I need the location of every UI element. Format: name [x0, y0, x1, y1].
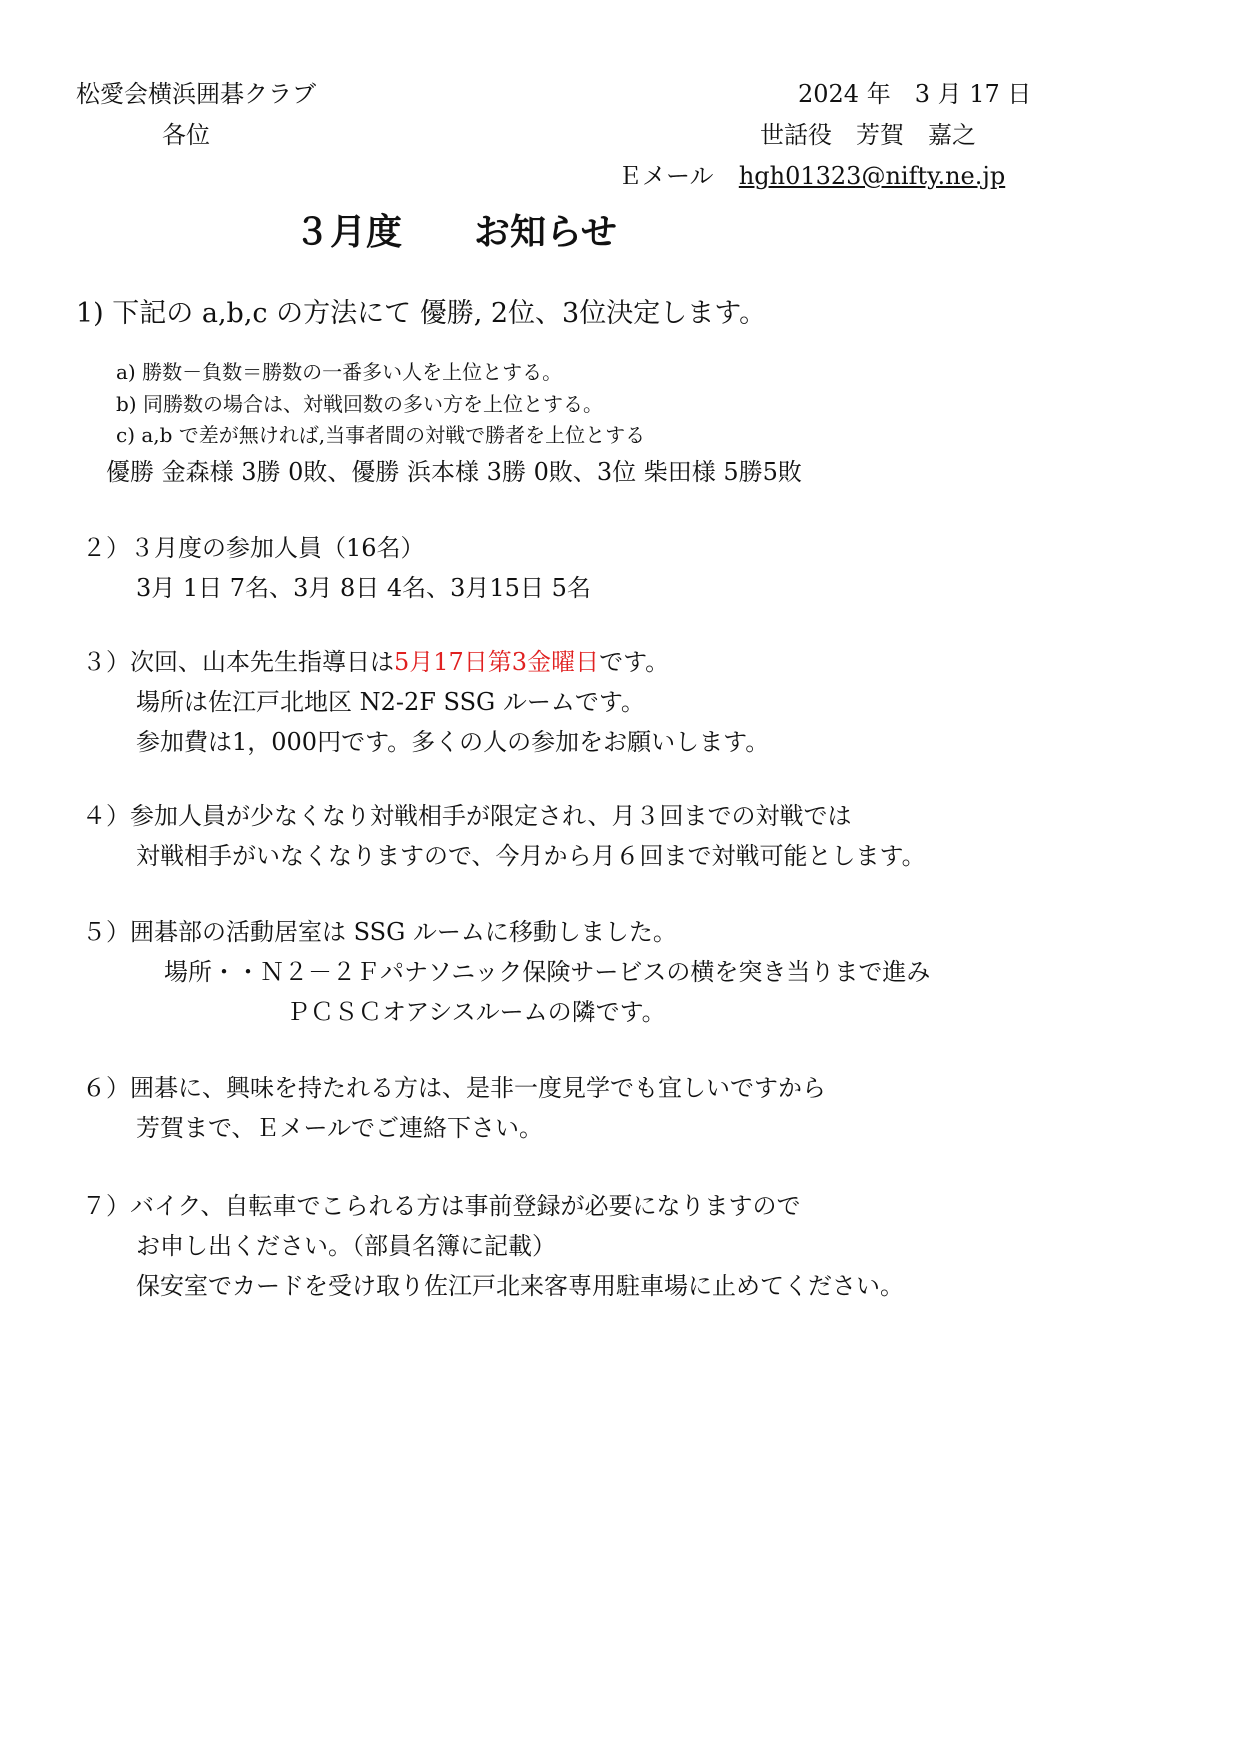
section-2-heading: ２）３月度の参加人員（16名） [82, 534, 425, 562]
addressee: 各位 [162, 121, 210, 149]
email-label: Ｅメール [618, 162, 714, 190]
section-6-line-1: ６）囲碁に、興味を持たれる方は、是非一度見学でも宜しいですから [82, 1074, 826, 1102]
section-1-rule-c: c) a,b で差が無ければ,当事者間の対戦で勝者を上位とする [116, 423, 646, 447]
section-1-rule-b: b) 同勝数の場合は、対戦回数の多い方を上位とする。 [116, 392, 603, 416]
section-1-result: 優勝 金森様 3勝 0敗、優勝 浜本様 3勝 0敗、3位 柴田様 5勝5敗 [106, 458, 802, 486]
page-title: ３月度 お知らせ [294, 211, 617, 253]
section-3-suffix: です。 [599, 648, 670, 676]
section-5-line-3: ＰＣＳＣオアシスルームの隣です。 [286, 998, 666, 1026]
section-3-prefix: ３）次回、山本先生指導日は [82, 648, 394, 676]
club-name: 松愛会横浜囲碁クラブ [76, 80, 316, 108]
section-5-line-1: ５）囲碁部の活動居室は SSG ルームに移動しました。 [82, 918, 677, 946]
section-1-heading: 1) 下記の a,b,c の方法にて 優勝, 2位、3位決定します。 [76, 298, 767, 329]
section-4-line-2: 対戦相手がいなくなりますので、今月から月６回まで対戦可能とします。 [136, 842, 926, 870]
email-line [618, 160, 1005, 192]
section-3-next-date: 5月17日第3金曜日 [394, 648, 600, 676]
section-5-line-2: 場所・・Ｎ２－２Ｆパナソニック保険サービスの横を突き当りまで進み [164, 958, 931, 986]
section-6-line-2: 芳賀まで、Ｅメールでご連絡下さい。 [136, 1114, 544, 1142]
email-link[interactable]: hgh01323@nifty.ne.jp [738, 162, 1006, 190]
section-2-attendance: 3月 1日 7名、3月 8日 4名、3月15日 5名 [136, 574, 591, 602]
section-3-fee: 参加費は1，000円です。多くの人の参加をお願いします。 [136, 728, 770, 756]
section-7-line-2: お申し出ください。（部員名簿に記載） [136, 1232, 556, 1260]
section-4-line-1: ４）参加人員が少なくなり対戦相手が限定され、月３回までの対戦では [82, 802, 852, 830]
section-3-line-1 [82, 646, 669, 678]
organizer-name: 世話役 芳賀 嘉之 [760, 121, 976, 149]
section-7-line-3: 保安室でカードを受け取り佐江戸北来客専用駐車場に止めてください。 [136, 1272, 904, 1300]
section-3-location: 場所は佐江戸北地区 N2-2F SSG ルームです。 [136, 688, 645, 716]
section-7-line-1: ７）バイク、自転車でこられる方は事前登録が必要になりますので [82, 1192, 801, 1220]
section-1-rule-a: a) 勝数－負数＝勝数の一番多い人を上位とする。 [116, 360, 563, 384]
notice-date: 2024 年 3 月 17 日 [798, 80, 1032, 108]
